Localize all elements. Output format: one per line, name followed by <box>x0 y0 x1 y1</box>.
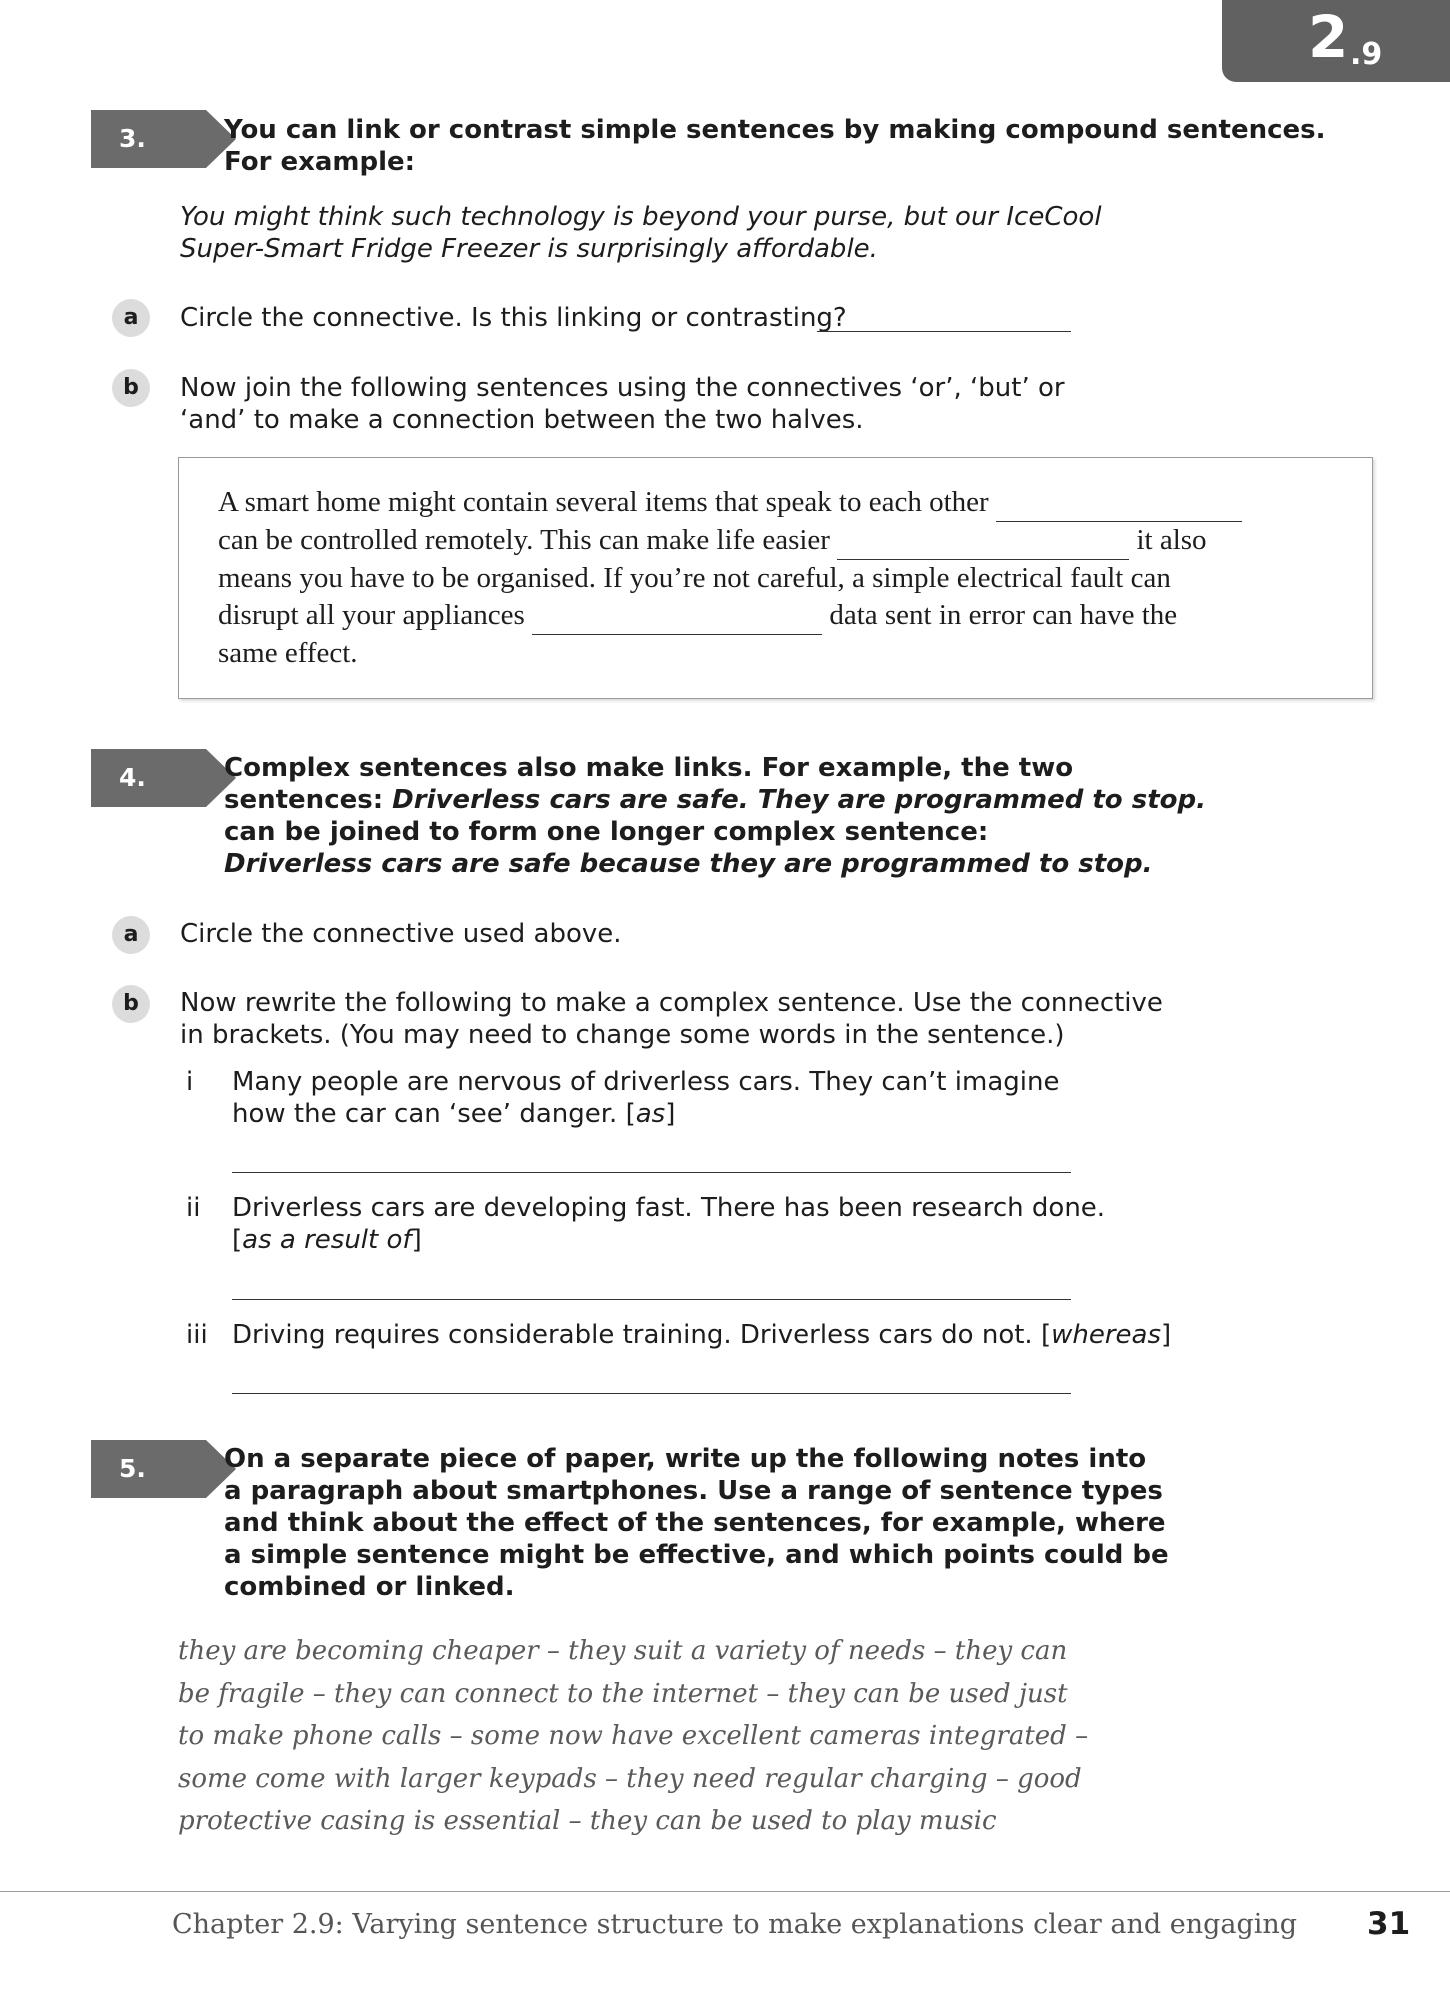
question-3a-text: Circle the connective. Is this linking or contrasting? <box>180 303 847 333</box>
footer-chapter-title: Chapter 2.9: Varying sentence structure to make explanations clear and engaging <box>172 1909 1298 1940</box>
item-iii-answer-line[interactable] <box>232 1393 1071 1394</box>
question-4b-label: b <box>112 985 150 1023</box>
question-5-number: 5. <box>91 1440 206 1498</box>
item-i-answer-line[interactable] <box>232 1172 1071 1173</box>
blank-2[interactable] <box>837 522 1129 560</box>
question-3-intro: You can link or contrast simple sentences by making compound sentences. For example: <box>224 115 1326 177</box>
question-4b-text: Now rewrite the following to make a complex sentence. Use the connective in brackets. (You may need to change some words in the sentence.) <box>180 988 1163 1050</box>
blank-3[interactable] <box>532 597 822 635</box>
item-ii-text: Driverless cars are developing fast. There has been research done. [as a result of] <box>232 1193 1106 1255</box>
item-ii-answer-line[interactable] <box>232 1299 1071 1300</box>
section-badge-sub: .9 <box>1350 37 1383 72</box>
smartphone-notes: they are becoming cheaper – they suit a variety of needs – they can be fragile – they can connect to the internet – they can be used just to make phone calls – some now have excellent cameras integrated – some come with larger keypads – they need regular charging – good protective casing is essential – they can be used to play music <box>178 1636 1089 1836</box>
question-3-number: 3. <box>91 110 206 168</box>
section-badge <box>1222 0 1450 82</box>
question-3a-answer-line[interactable] <box>817 331 1071 332</box>
footer-divider <box>0 1891 1450 1892</box>
question-4a-text: Circle the connective used above. <box>180 919 622 949</box>
question-3-example: You might think such technology is beyond your purse, but our IceCool Super-Smart Fridge Freezer is surprisingly affordable. <box>180 202 1102 264</box>
fill-in-text: A smart home might contain several items that speak to each other can be controlled remotely. This can make life easier it also means you have to be organised. If you’re not careful, a simple electrical fault can disrupt all your appliances data sent in error can have the same effect. <box>218 484 1338 672</box>
question-4-intro: Complex sentences also make links. For example, the two sentences: Driverless cars are safe. They are programmed to stop. can be joined to form one longer complex sentence: Driverless cars are safe because they are programmed to stop. <box>224 753 1206 879</box>
question-3b-text: Now join the following sentences using the connectives ‘or’, ‘but’ or ‘and’ to make a connection between the two halves. <box>180 373 1065 435</box>
blank-1[interactable] <box>996 484 1242 522</box>
question-4a-label: a <box>112 916 150 954</box>
item-i-number: i <box>186 1067 194 1097</box>
question-3b-label: b <box>112 369 150 407</box>
question-5-intro: On a separate piece of paper, write up the following notes into a paragraph about smartphones. Use a range of sentence types and think about the effect of the sentences, for example, where a simple sentence might be effective, and which points could be combined or linked. <box>224 1444 1169 1602</box>
page-number: 31 <box>1367 1906 1411 1942</box>
item-i-text: Many people are nervous of driverless cars. They can’t imagine how the car can ‘see’ danger. [as] <box>232 1067 1060 1129</box>
item-iii-number: iii <box>186 1320 208 1350</box>
section-badge-main: 2 <box>1308 3 1349 71</box>
item-ii-number: ii <box>186 1193 201 1223</box>
question-3a-label: a <box>112 299 150 337</box>
question-4-number: 4. <box>91 749 206 807</box>
item-iii-text: Driving requires considerable training. Driverless cars do not. [whereas] <box>232 1320 1172 1350</box>
